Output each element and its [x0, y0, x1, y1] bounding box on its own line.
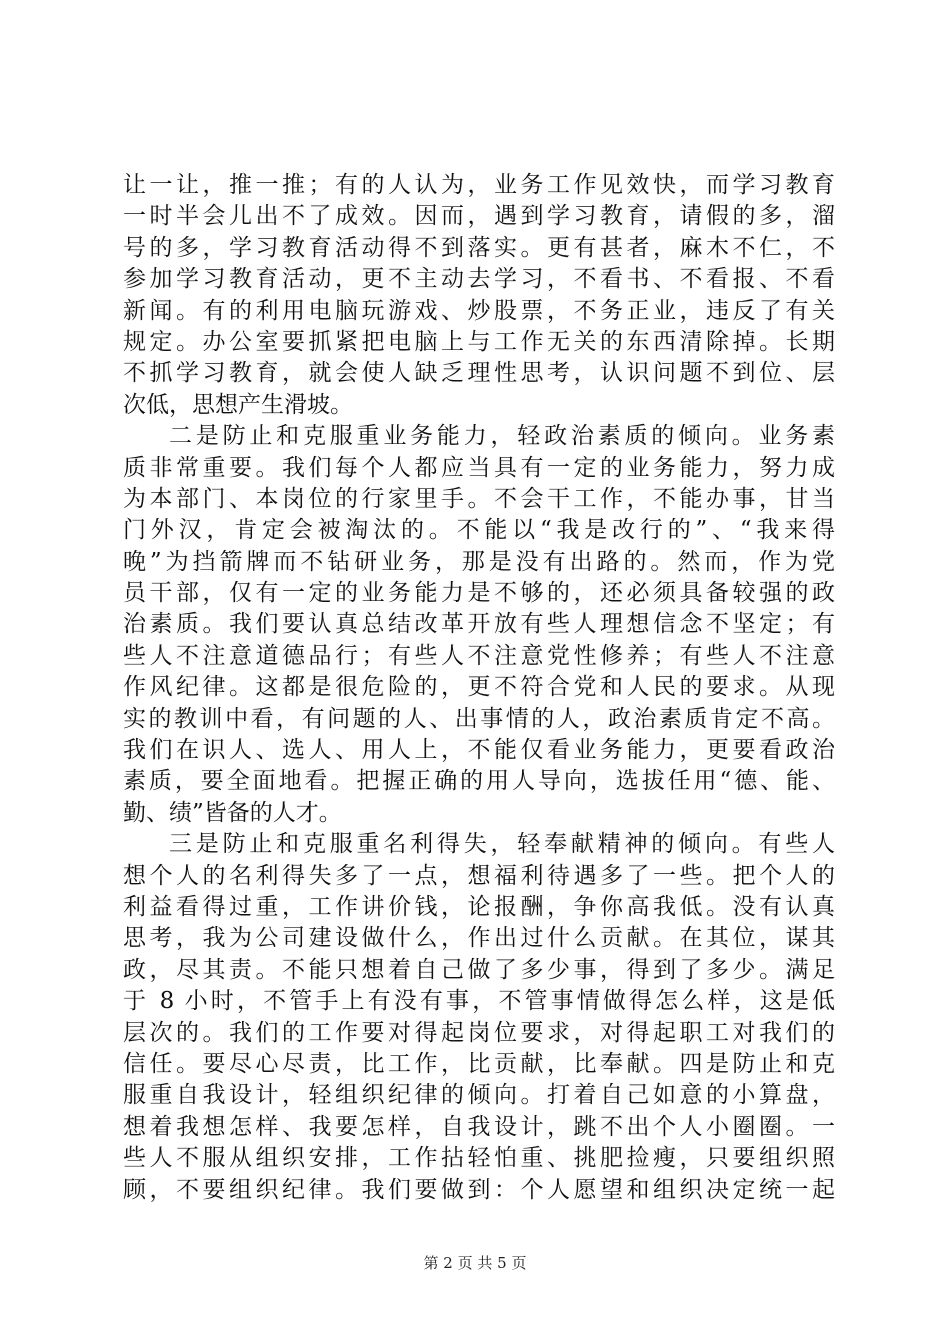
- text-line: 质非常重要。我们每个人都应当具有一定的业务能力，努力成: [123, 454, 835, 481]
- paragraph-start-line: 二是防止和克服重业务能力，轻政治素质的倾向。业务素: [169, 423, 835, 450]
- text-line: 作风纪律。这都是很危险的，更不符合党和人民的要求。从现: [123, 674, 835, 701]
- text-line: 号的多，学习教育活动得不到落实。更有甚者，麻木不仁，不: [123, 234, 835, 261]
- page-number: 第 2 页 共 5 页: [423, 1254, 527, 1272]
- text-line: 不抓学习教育，就会使人缺乏理性思考，认识问题不到位、层: [123, 360, 835, 387]
- text-line: 规定。办公室要抓紧把电脑上与工作无关的东西清除掉。长期: [123, 328, 835, 355]
- text-line: 晚”为挡箭牌而不钻研业务，那是没有出路的。然而，作为党: [123, 548, 835, 575]
- text-line: 门外汉，肯定会被淘汰的。不能以“我是改行的”、“我来得: [123, 517, 835, 544]
- text-line: 想着我想怎样、我要怎样，自我设计，跳不出个人小圈圈。一: [123, 1113, 835, 1140]
- paragraph-start-line: 三是防止和克服重名利得失，轻奉献精神的倾向。有些人: [169, 831, 835, 858]
- text-line: 新闻。有的利用电脑玩游戏、炒股票，不务正业，违反了有关: [123, 297, 835, 324]
- text-line: 政，尽其责。不能只想着自己做了多少事，得到了多少。满足: [123, 956, 835, 983]
- body-text: [123, 170, 835, 1206]
- text-line: 顾，不要组织纪律。我们要做到：个人愿望和组织决定统一起: [123, 1176, 835, 1203]
- text-line: 思考，我为公司建设做什么，作出过什么贡献。在其位，谋其: [123, 925, 835, 952]
- text-line: 一时半会儿出不了成效。因而，遇到学习教育，请假的多，溜: [123, 203, 835, 230]
- text-line: 层次的。我们的工作要对得起岗位要求，对得起职工对我们的: [123, 1019, 835, 1046]
- text-line: 治素质。我们要认真总结改革开放有些人理想信念不坚定；有: [123, 611, 835, 638]
- text-line: 次低，思想产生滑坡。: [123, 391, 353, 418]
- text-line: 些人不服从组织安排，工作拈轻怕重、挑肥捡瘦，只要组织照: [123, 1145, 835, 1172]
- text-line: 为本部门、本岗位的行家里手。不会干工作，不能办事，甘当: [123, 485, 835, 512]
- text-line: 信任。要尽心尽责，比工作，比贡献，比奉献。四是防止和克: [123, 1050, 835, 1077]
- text-line: 想个人的名利得失多了一点，想福利待遇多了一些。把个人的: [123, 862, 835, 889]
- text-line: 服重自我设计，轻组织纪律的倾向。打着自己如意的小算盘，: [123, 1082, 835, 1109]
- text-line: 参加学习教育活动，更不主动去学习，不看书、不看报、不看: [123, 266, 835, 293]
- text-line: 勤、绩”皆备的人才。: [123, 799, 342, 826]
- text-line: 员干部，仅有一定的业务能力是不够的，还必须具备较强的政: [123, 580, 835, 607]
- text-line: 于 8 小时，不管手上有没有事，不管事情做得怎么样，这是低: [123, 988, 835, 1015]
- text-line: 让一让，推一推；有的人认为，业务工作见效快，而学习教育: [123, 172, 835, 198]
- text-line: 些人不注意道德品行；有些人不注意党性修养；有些人不注意: [123, 642, 835, 669]
- text-line: 素质，要全面地看。把握正确的用人导向，选拔任用“德、能、: [123, 768, 835, 795]
- text-line: 我们在识人、选人、用人上，不能仅看业务能力，更要看政治: [123, 737, 835, 764]
- text-line: 利益看得过重，工作讲价钱，论报酬，争你高我低。没有认真: [123, 893, 835, 920]
- text-line: 实的教训中看，有问题的人、出事情的人，政治素质肯定不高。: [123, 705, 835, 732]
- page-footer: [0, 1252, 950, 1273]
